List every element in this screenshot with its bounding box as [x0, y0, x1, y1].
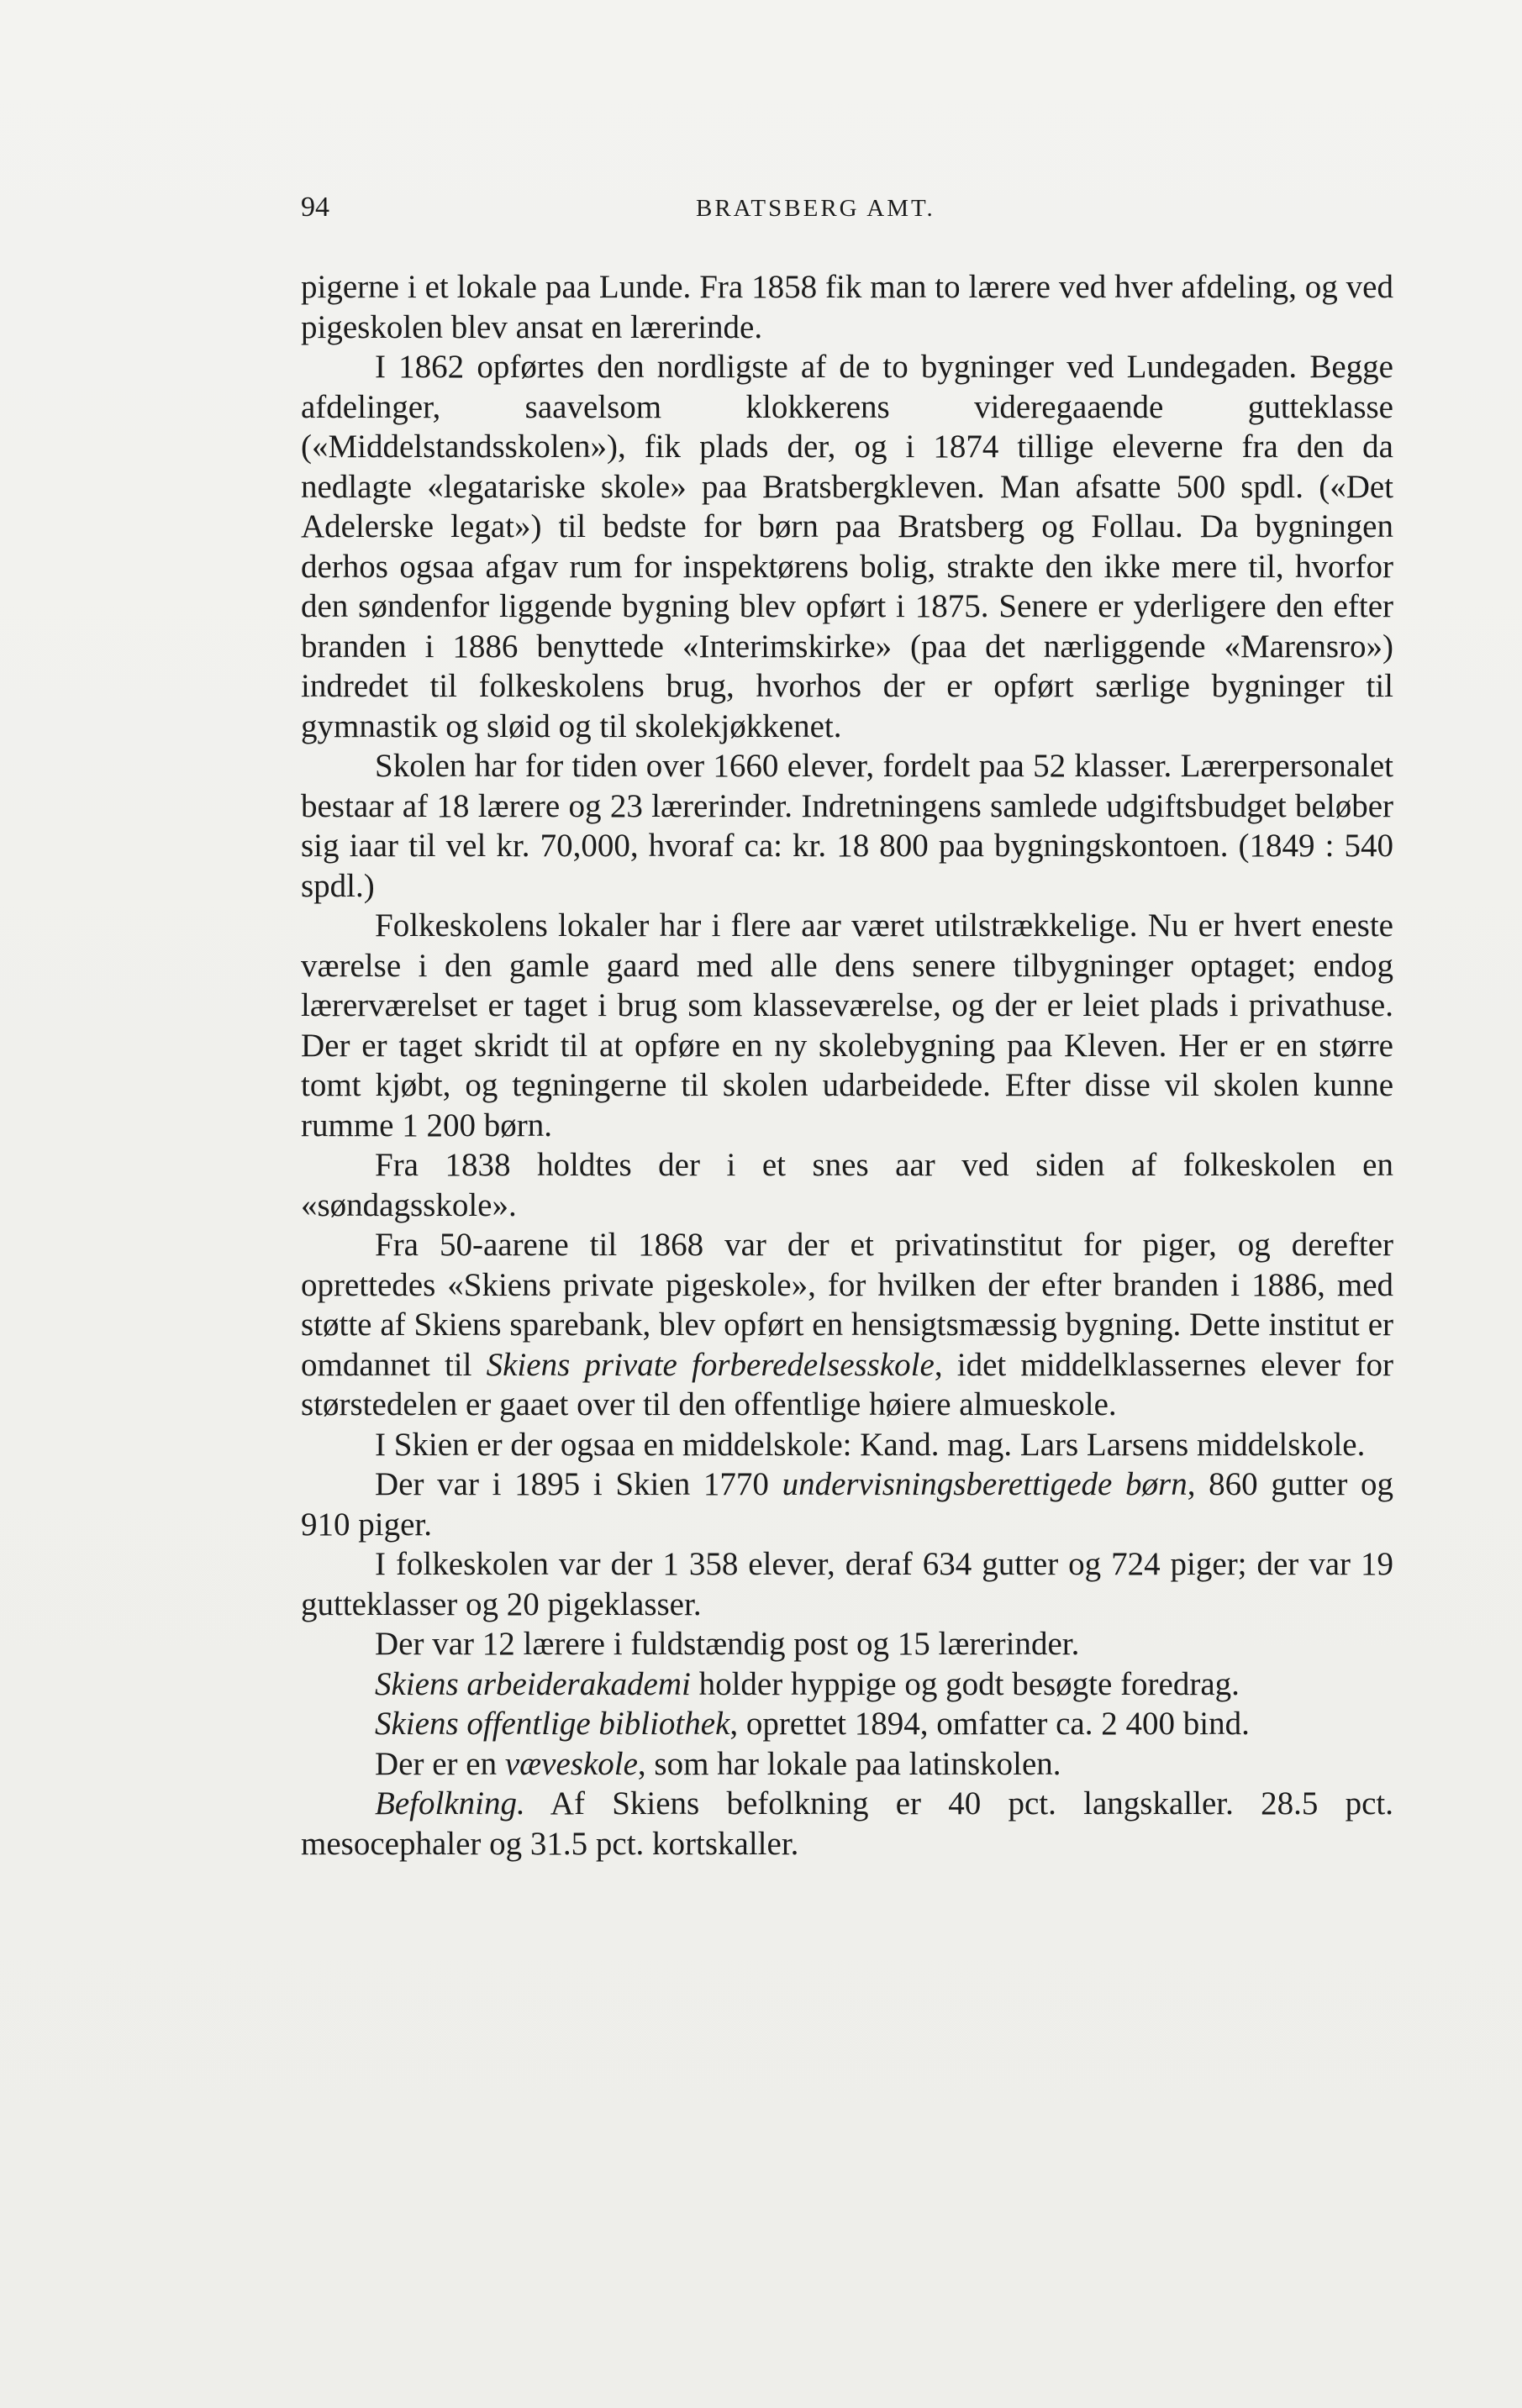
paragraph-12-italic: Skiens offentlige bibliothek — [375, 1706, 730, 1742]
paragraph-13 — [301, 1744, 1393, 1785]
paragraph-6-text-a: Fra 50-aarene til 1868 var der et privatinstitut for piger, og derefter oprettedes «Skiens private pigeskole», for hvilken der efter branden i 1886, med støtte af Skiens sparebank, blev opført en hensigtsmæssig bygning. Dette institut er omdannet til — [301, 1227, 1393, 1383]
paragraph-9: I folkeskolen var der 1 358 elever, deraf 634 gutter og 724 piger; der var 19 gutteklasser og 20 pigeklasser. — [301, 1546, 1393, 1622]
paragraph-13-text-b: , som har lokale paa latinskolen. — [637, 1745, 1061, 1782]
paragraph-3: Skolen har for tiden over 1660 elever, fordelt paa 52 klasser. Lærerpersonalet bestaar af 18 lærere og 23 lærerinder. Indretningens samlede udgiftsbudget beløber sig iaar til vel kr. 70,000, hvoraf ca: kr. 18 800 paa bygningskontoen. (1849 : 540 spdl.) — [301, 748, 1393, 904]
paragraph-8-text-b: , 860 gutter og 910 piger. — [301, 1466, 1394, 1543]
paragraph-7: I Skien er der ogsaa en middelskole: Kand. mag. Lars Larsens middelskole. — [375, 1426, 1366, 1463]
paragraph-14-text: Af Skiens befolkning er 40 pct. langskaller. 28.5 pct. mesocephaler og 31.5 pct. kortskaller. — [301, 1785, 1393, 1862]
paragraph-14 — [301, 1784, 1393, 1864]
paragraph-11-italic: Skiens arbeiderakademi — [375, 1665, 691, 1702]
paragraph-6 — [301, 1225, 1393, 1425]
page-number: 94 — [301, 192, 329, 223]
paragraph-8-text-a: Der var i 1895 i Skien 1770 — [375, 1466, 782, 1502]
paragraph-12 — [301, 1704, 1393, 1744]
paragraph-8 — [301, 1464, 1393, 1544]
paragraph-13-text-a: Der er en — [375, 1745, 505, 1782]
paragraph-11 — [301, 1664, 1393, 1705]
paragraph-11-text: holder hyppige og godt besøgte foredrag. — [690, 1665, 1240, 1702]
page-header — [301, 192, 1393, 229]
paragraph-6-text-b: , idet middelklassernes elever for størstedelen er gaaet over til den offentlige høiere almueskole. — [301, 1346, 1393, 1422]
paragraph-13-italic: væveskole — [504, 1745, 638, 1782]
paragraph-8-italic: undervisningsberettigede børn — [782, 1466, 1188, 1502]
body-text — [301, 267, 1393, 1864]
paragraph-12-text: , oprettet 1894, omfatter ca. 2 400 bind. — [729, 1706, 1250, 1742]
paragraph-10: Der var 12 lærere i fuldstændig post og 15 lærerinder. — [375, 1626, 1080, 1662]
running-head: BRATSBERG AMT. — [696, 195, 935, 222]
paragraph-2: I 1862 opførtes den nordligste af de to bygninger ved Lundegaden. Begge afdelinger, saavelsom klokkerens videregaaende gutteklasse («Middelstandsskolen»), fik plads der, og i 1874 tillige eleverne fra den da nedlagte «legatariske skole» paa Bratsbergkleven. Man afsatte 500 spdl. («Det Adelerske legat») til bedste for børn paa Bratsberg og Follau. Da bygningen derhos ogsaa afgav rum for inspektørens bolig, strakte den ikke mere til, hvorfor den søndenfor liggende bygning blev opført i 1875. Senere er yderligere den efter branden i 1886 benyttede «Interimskirke» (paa det nærliggende «Marensro») indredet til folkeskolens brug, hvorhos der er opført særlige bygninger til gymnastik og sløid og til skolekjøkkenet. — [301, 349, 1393, 744]
paragraph-1: pigerne i et lokale paa Lunde. Fra 1858 fik man to lærere ved hver afdeling, og ved pigeskolen blev ansat en lærerinde. — [301, 269, 1393, 345]
paragraph-6-italic: Skiens private forberedelsesskole — [486, 1346, 935, 1383]
paragraph-5: Fra 1838 holdtes der i et snes aar ved siden af folkeskolen en «søndagsskole». — [301, 1147, 1393, 1223]
paragraph-4: Folkeskolens lokaler har i flere aar været utilstrækkelige. Nu er hvert eneste værelse i den gamle gaard med alle dens senere tilbygninger optaget; endog lærerværelset er taget i brug som klasseværelse, og der er leiet plads i privathuse. Der er taget skridt til at opføre en ny skolebygning paa Kleven. Her er en større tomt kjøbt, og tegningerne til skolen udarbeidede. Efter disse vil skolen kunne rumme 1 200 børn. — [301, 907, 1393, 1144]
paragraph-14-italic: Befolkning. — [375, 1785, 525, 1822]
